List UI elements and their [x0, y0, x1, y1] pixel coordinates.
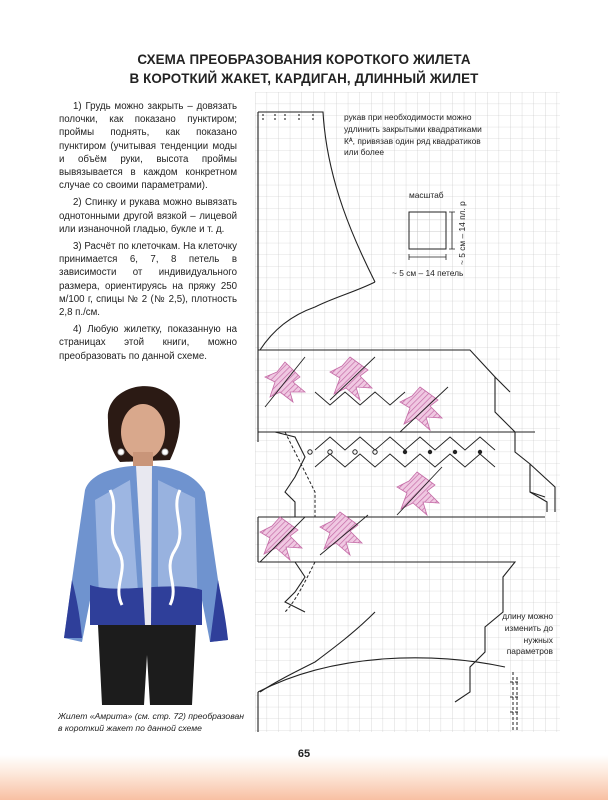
- instruction-paragraph-2: 2) Спинку и рукава можно вывязать однотонными другой вязкой – лицевой или изнаночной гладью, букле и т. д.: [59, 197, 237, 235]
- sleeve-note: рукав при необходимости можно удлинить закрытыми квадратиками Кᴬ, привязав один ряд квадратиков или более: [344, 112, 482, 158]
- instruction-paragraph-1: 1) Грудь можно закрыть – довязать полочки, как показано пунктиром; проймы поднять, как показано пунктиром (учитывая тенденции моды и объём руки, высота проймы вывязывается в каждом конкретном случае со своими параметрами).: [59, 101, 237, 192]
- instruction-paragraph-3: 3) Расчёт по клеточкам. На клеточку принимается 6, 7, 8 петель в зависимости от индивидуального размера, ориентируясь на пряжу 250 м/100 г, спицы № 2 (№ 2,5), плотность 2,8 п./см.: [59, 241, 237, 319]
- page-title: [0, 50, 608, 88]
- instruction-paragraph-4: 4) Любую жилетку, показанную на страницах этой книги, можно преобразовать по данной схеме.: [59, 324, 237, 362]
- footer-band: [0, 755, 608, 800]
- page-number: 65: [297, 748, 311, 760]
- instructions-text: [59, 100, 237, 367]
- model-illustration: [50, 380, 246, 705]
- length-note: длину можно изменить до нужных параметров: [502, 611, 553, 657]
- scale-width-label: ~ 5 см – 14 петель: [392, 268, 464, 278]
- scale-height-label: ~ 5 см – 14 пл. р: [457, 201, 467, 265]
- title-line-2: В КОРОТКИЙ ЖАКЕТ, КАРДИГАН, ДЛИННЫЙ ЖИЛЕТ: [129, 71, 479, 86]
- title-line-1: СХЕМА ПРЕОБРАЗОВАНИЯ КОРОТКОГО ЖИЛЕТА: [137, 52, 471, 67]
- model-photo: [50, 380, 246, 705]
- photo-caption: Жилет «Амрита» (см. стр. 72) преобразован в короткий жакет по данной схеме: [58, 711, 245, 733]
- scale-label: масштаб: [409, 190, 444, 200]
